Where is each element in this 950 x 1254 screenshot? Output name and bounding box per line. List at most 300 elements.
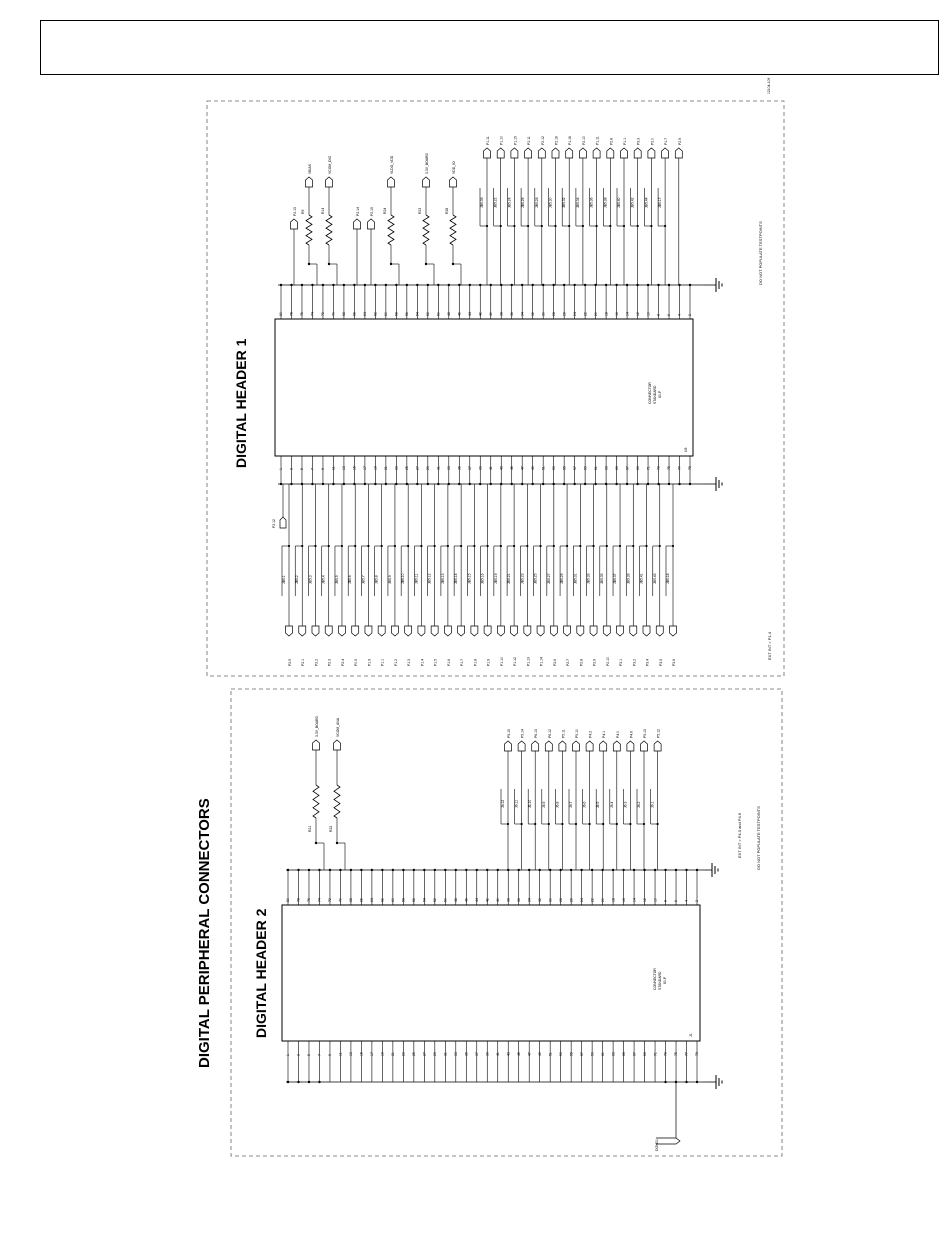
port-icon (593, 148, 600, 158)
pin-number: 4 (677, 314, 682, 316)
junction-dot (486, 225, 488, 227)
port-p1-5 (431, 484, 438, 666)
port-icon (405, 626, 412, 636)
pin-number: 26 (562, 312, 567, 316)
port-label: P2.4 (340, 659, 345, 666)
port-label: P3.2 (632, 659, 637, 666)
junction-dot (425, 263, 427, 265)
port-label: P3.5 (658, 659, 663, 666)
port-label: P1.5 (433, 659, 438, 666)
port-label: P1.10 (499, 657, 504, 666)
dgnd1-port (655, 1082, 680, 1151)
testpoint-label: JB5.42 (630, 197, 635, 208)
port-icon (484, 148, 491, 158)
testpoint-label: JB5.7 (361, 575, 366, 584)
pin-number: 65 (621, 1052, 626, 1056)
testpoint-label: J6.4 (609, 801, 614, 808)
pin-number: 16 (621, 898, 626, 902)
port-p2-3 (325, 484, 332, 666)
port-icon (670, 626, 677, 636)
port-p1-15 (511, 136, 518, 285)
header2-connector-desc-1: CONNECTOR (653, 968, 657, 990)
signal-vldo-vdd (388, 155, 400, 285)
pin-number: 30 (541, 312, 546, 316)
port-icon (312, 626, 319, 636)
port-p1-4 (418, 484, 425, 666)
pin-number: 11 (338, 1052, 343, 1056)
pin-number: 33 (446, 466, 451, 470)
signal-label: 3.3V_BOARD (315, 716, 319, 737)
port-icon (418, 626, 425, 636)
pin-number: 22 (590, 898, 595, 902)
header1-note-ext: EXT INT = P1.4 (767, 632, 772, 660)
pin-number: 57 (572, 466, 577, 470)
junction-dot (554, 225, 556, 227)
junction-dot (602, 823, 604, 825)
port-label: P1.3 (407, 659, 412, 666)
testpoint-label: JB5.16 (480, 573, 485, 584)
pin-number: 65 (614, 466, 619, 470)
pin-number: 69 (635, 466, 640, 470)
testpoint-label: JB5.30 (548, 197, 553, 208)
side-port-p2-12 (272, 484, 286, 528)
port-p1-2 (391, 484, 398, 666)
pin-number: 58 (401, 898, 406, 902)
header1-note-populate: DO NOT POPULATE TESTPOINTS (758, 221, 763, 285)
pin-number: 78 (296, 898, 301, 902)
junction-dot (672, 545, 674, 547)
signal-port (326, 177, 333, 187)
pin-number: 10 (646, 312, 651, 316)
testpoint-label: JB5.36 (589, 197, 594, 208)
signal-3-3v-board (423, 153, 435, 285)
port-icon (564, 626, 571, 636)
port-label: P0.5 (354, 659, 359, 666)
port-label: P3.4 (645, 659, 650, 666)
port-p2-9 (590, 484, 597, 666)
port-icon (338, 626, 345, 636)
resistor-label: R14 (321, 207, 325, 214)
pin-number: 45 (516, 1052, 521, 1056)
pin-number: 72 (321, 312, 326, 316)
pin-number: 55 (562, 466, 567, 470)
port-label: P5.12 (656, 729, 661, 738)
port-p2-4 (338, 484, 345, 666)
testpoint-label: J6.11 (514, 799, 519, 808)
port-p1-13 (524, 484, 531, 666)
pin-number: 7 (310, 468, 315, 470)
pin-number: 54 (422, 898, 427, 902)
pin-number: 41 (488, 466, 493, 470)
junction-dot (288, 545, 290, 547)
resistor-label: R22 (329, 825, 333, 832)
pin-number: 64 (370, 898, 375, 902)
port-icon (378, 626, 385, 636)
port-p2-2 (312, 484, 319, 666)
pin-number: 57 (579, 1052, 584, 1056)
port-icon (617, 626, 624, 636)
port-p5-11 (559, 729, 566, 870)
pin-number: 26 (569, 898, 574, 902)
junction-dot (650, 225, 652, 227)
header2-note-ext: EXT INT = P4.0 and P4.6 (737, 812, 742, 858)
testpoint-label: JB5.28 (534, 197, 539, 208)
port-label: P1.4 (420, 659, 425, 666)
testpoint-label: JB5.15 (467, 573, 472, 584)
port-icon (325, 626, 332, 636)
port-label: P3.1 (619, 659, 624, 666)
header1-connector-desc-3: 80-P (658, 390, 662, 398)
port-label: P6.12 (547, 729, 552, 738)
junction-dot (336, 842, 338, 844)
pin-number: 17 (363, 466, 368, 470)
testpoint-label: JB5.26 (521, 197, 526, 208)
signal-label: P2.14 (356, 207, 360, 216)
port-p2-8 (577, 484, 584, 666)
figure-id: 12104-109 (767, 77, 771, 94)
port-icon (299, 626, 306, 636)
port-icon (643, 626, 650, 636)
signal-label: 3.3V_BOARD (425, 153, 429, 174)
ground-icon (705, 1075, 722, 1089)
pin-number: 18 (604, 312, 609, 316)
port-p1-7 (662, 138, 669, 285)
junction-dot (434, 545, 436, 547)
pin-number: 51 (548, 1052, 553, 1056)
testpoint-label: JB5.43 (652, 573, 657, 584)
pin-number: 27 (422, 1052, 427, 1056)
junction-dot (541, 225, 543, 227)
pin-number: 76 (300, 312, 305, 316)
port-label: P2.9 (677, 138, 682, 145)
header2-connector-desc-2: STANDARD (658, 971, 662, 990)
port-label: P1.10 (499, 136, 504, 145)
port-label: P5.11 (561, 729, 566, 738)
pin-number: 35 (464, 1052, 469, 1056)
junction-dot (637, 225, 639, 227)
pin-number: 66 (352, 312, 357, 316)
header1-connector-ref: U9 (684, 447, 688, 452)
pin-number: 23 (401, 1052, 406, 1056)
junction-dot (579, 545, 581, 547)
pin-number: 4 (684, 900, 689, 902)
pin-number: 50 (443, 898, 448, 902)
signal-p2-13 (291, 207, 298, 285)
port-icon (365, 626, 372, 636)
port-p6-12 (545, 729, 552, 870)
port-icon (352, 626, 359, 636)
port-label: P2.12 (540, 136, 545, 145)
port-label: P1.1 (623, 138, 627, 145)
pin-number: 50 (436, 312, 441, 316)
pin-number: 14 (632, 898, 637, 902)
pin-number: 25 (412, 1052, 417, 1056)
ground-icon (703, 278, 722, 292)
port-p1-11 (484, 136, 491, 285)
signal-port (423, 177, 430, 187)
junction-dot (582, 225, 584, 227)
pin-number: 55 (569, 1052, 574, 1056)
junction-dot (381, 545, 383, 547)
pin-number: 60 (384, 312, 389, 316)
pin-number: 45 (509, 466, 514, 470)
port-icon (391, 626, 398, 636)
testpoint-label: JB5.24 (507, 197, 512, 208)
header1-connector (275, 319, 693, 456)
pin-number: 61 (600, 1052, 605, 1056)
header2-note-populate: DO NOT POPULATE TESTPOINTS (756, 806, 761, 870)
port-p1-10 (497, 136, 504, 285)
port-label: P1.16 (568, 136, 573, 145)
testpoint-label: JB5.22 (493, 197, 498, 208)
port-label: P2.2 (314, 659, 319, 666)
port-icon (627, 741, 634, 751)
port-icon (654, 741, 661, 751)
testpoint-label: J6.2 (637, 801, 641, 808)
port-label: P2.6 (552, 659, 557, 666)
junction-dot (513, 545, 515, 547)
junction-dot (500, 225, 502, 227)
port-label: P4.2 (588, 731, 593, 738)
pin-number: 36 (516, 898, 521, 902)
pin-number: 70 (331, 312, 336, 316)
port-icon (648, 148, 655, 158)
port-label: P2.5 (288, 659, 292, 666)
resistor-label: R24 (383, 207, 387, 214)
pin-number: 63 (604, 466, 609, 470)
port-p3-1 (617, 484, 624, 666)
port-p1-1 (378, 484, 385, 666)
pin-number: 61 (593, 466, 598, 470)
ground-icon (703, 477, 722, 491)
port-icon (613, 741, 620, 751)
junction-dot (390, 263, 392, 265)
pin-number: 7 (317, 1054, 322, 1056)
port-label: P1.7 (664, 138, 669, 145)
junction-dot (507, 823, 509, 825)
port-p1-10 (497, 484, 504, 666)
testpoint-label: JB5.44 (644, 197, 649, 208)
port-p5-10 (573, 729, 580, 870)
pin-number: 77 (684, 1052, 689, 1056)
testpoint-label: J6.3 (623, 801, 628, 808)
signal-label: P2.13 (293, 207, 297, 216)
junction-dot (645, 545, 647, 547)
port-p2-1 (299, 484, 306, 666)
pin-number: 33 (453, 1052, 458, 1056)
port-p5-15 (505, 729, 512, 870)
port-p1-12 (511, 484, 518, 666)
junction-dot (659, 545, 661, 547)
junction-dot (447, 545, 449, 547)
header2-top-signals (308, 716, 345, 870)
junction-dot (575, 823, 577, 825)
pin-number: 16 (614, 312, 619, 316)
pin-number: 44 (474, 898, 479, 902)
port-icon (511, 148, 518, 158)
page-title: DIGITAL PERIPHERAL CONNECTORS (196, 798, 213, 1068)
port-icon (586, 741, 593, 751)
port-icon (525, 148, 532, 158)
signal-port (313, 740, 320, 750)
pin-number: 29 (426, 466, 431, 470)
pin-number: 10 (653, 898, 658, 902)
port-label: P2.11 (527, 136, 532, 145)
junction-dot (301, 545, 303, 547)
signal-vcom-dig (326, 156, 338, 285)
port-label: P5.10 (575, 729, 579, 738)
junction-dot (354, 545, 356, 547)
pin-number: 77 (677, 466, 682, 470)
testpoint-label: JB5.4 (321, 575, 326, 584)
port-p5-13 (641, 729, 648, 870)
port-label: P5.14 (520, 729, 525, 738)
testpoint-label: JB5.38 (603, 197, 608, 208)
pin-number: 47 (527, 1052, 532, 1056)
junction-dot (596, 225, 598, 227)
port-label: P1.7 (460, 659, 465, 666)
pin-number: 43 (506, 1052, 511, 1056)
junction-dot (452, 263, 454, 265)
testpoint-label: JB5.27 (546, 573, 551, 584)
pin-number: 21 (391, 1052, 396, 1056)
pin-number: 19 (373, 466, 378, 470)
resistor-icon (388, 215, 394, 245)
port-p2-0 (648, 138, 655, 285)
port-label: P2.10 (581, 136, 586, 145)
junction-dot (521, 823, 523, 825)
pin-number: 2 (695, 900, 700, 902)
testpoint-label: JB5.8 (374, 575, 379, 584)
port-label: P1.14 (539, 657, 544, 666)
port-label: P1.11 (595, 136, 600, 145)
pin-number: 56 (405, 312, 410, 316)
testpoint-label: J6.8 (555, 801, 560, 808)
resistor-icon (450, 215, 456, 245)
pin-number: 24 (579, 898, 584, 902)
testpoint-label: J6.6 (582, 801, 587, 808)
port-p3-5 (656, 484, 663, 666)
testpoint-label: JB5.37 (613, 573, 618, 584)
pin-number: 60 (391, 898, 396, 902)
junction-dot (623, 225, 625, 227)
port-icon (577, 626, 584, 636)
header2-pins-top (286, 869, 699, 905)
pin-number: 13 (342, 466, 347, 470)
port-label: P1.15 (513, 136, 518, 145)
pin-number: 49 (537, 1052, 542, 1056)
signal-label: VCOM_DIG (328, 155, 332, 174)
port-icon (552, 148, 559, 158)
pin-number: 46 (457, 312, 462, 316)
pin-number: 64 (363, 312, 368, 316)
port-p3-4 (643, 484, 650, 666)
resistor-icon (326, 215, 332, 245)
signal-p2-15 (368, 207, 375, 285)
pin-number: 56 (412, 898, 417, 902)
pin-number: 27 (415, 466, 420, 470)
port-label: P2.7 (566, 659, 571, 666)
testpoint-label: JB5.29 (560, 573, 565, 584)
signal-label: VDD_IO (452, 161, 456, 174)
testpoint-label: J6.12 (501, 799, 505, 808)
port-p6-13 (532, 729, 539, 870)
port-icon (471, 626, 478, 636)
pin-number: 5 (307, 1054, 312, 1056)
pin-number: 52 (426, 312, 431, 316)
pin-number: 67 (632, 1052, 637, 1056)
port-icon (656, 626, 663, 636)
port-label: P1.6 (446, 659, 451, 666)
port-icon (675, 148, 682, 158)
junction-dot (592, 545, 594, 547)
port-label: P2.9 (592, 659, 597, 666)
port-icon (590, 626, 597, 636)
testpoint-label: JB5.9 (387, 575, 392, 584)
pin-number: 13 (349, 1052, 354, 1056)
testpoint-label: JB5.40 (617, 197, 621, 208)
pin-number: 75 (674, 1052, 679, 1056)
testpoint-label: JB5.2 (295, 575, 300, 584)
port-label: P1.9 (486, 659, 491, 666)
junction-dot (548, 823, 550, 825)
port-p2-7 (564, 484, 571, 666)
pin-number: 25 (405, 466, 410, 470)
signal-port (291, 219, 298, 229)
signal-port (450, 177, 457, 187)
port-p5-12 (654, 729, 661, 870)
signal-port (306, 177, 313, 187)
port-icon (532, 741, 539, 751)
junction-dot (314, 545, 316, 547)
pin-number: 32 (537, 898, 542, 902)
pin-number: 8 (663, 900, 668, 902)
testpoint-label: JB5.41 (639, 573, 644, 584)
junction-dot (460, 545, 462, 547)
junction-dot (606, 545, 608, 547)
pin-number: 72 (328, 898, 333, 902)
pin-number: 79 (695, 1052, 700, 1056)
testpoint-label: JB5.17 (658, 197, 663, 208)
port-icon (662, 148, 669, 158)
pin-number: 73 (663, 1052, 668, 1056)
port-icon (431, 626, 438, 636)
header2-connector (282, 905, 700, 1041)
pin-number: 69 (642, 1052, 647, 1056)
port-icon (537, 626, 544, 636)
port-icon (524, 626, 531, 636)
pin-number: 8 (656, 314, 661, 316)
port-icon (545, 741, 552, 751)
junction-dot (487, 545, 489, 547)
pin-number: 20 (600, 898, 605, 902)
port-label: P2.8 (579, 659, 584, 666)
port-icon (579, 148, 586, 158)
junction-dot (328, 545, 330, 547)
port-p1-11 (593, 136, 600, 285)
testpoint-label: JB5.31 (573, 573, 578, 584)
pin-number: 5 (300, 468, 305, 470)
signal-label: VCOM_ANA (336, 717, 340, 737)
port-p1-16 (566, 136, 573, 285)
signal-vbias (306, 163, 318, 285)
pin-number: 59 (590, 1052, 595, 1056)
pin-number: 6 (674, 900, 679, 902)
port-p1-1 (621, 138, 628, 285)
pin-number: 48 (446, 312, 451, 316)
pin-number: 52 (433, 898, 438, 902)
pin-number: 9 (328, 1054, 333, 1056)
